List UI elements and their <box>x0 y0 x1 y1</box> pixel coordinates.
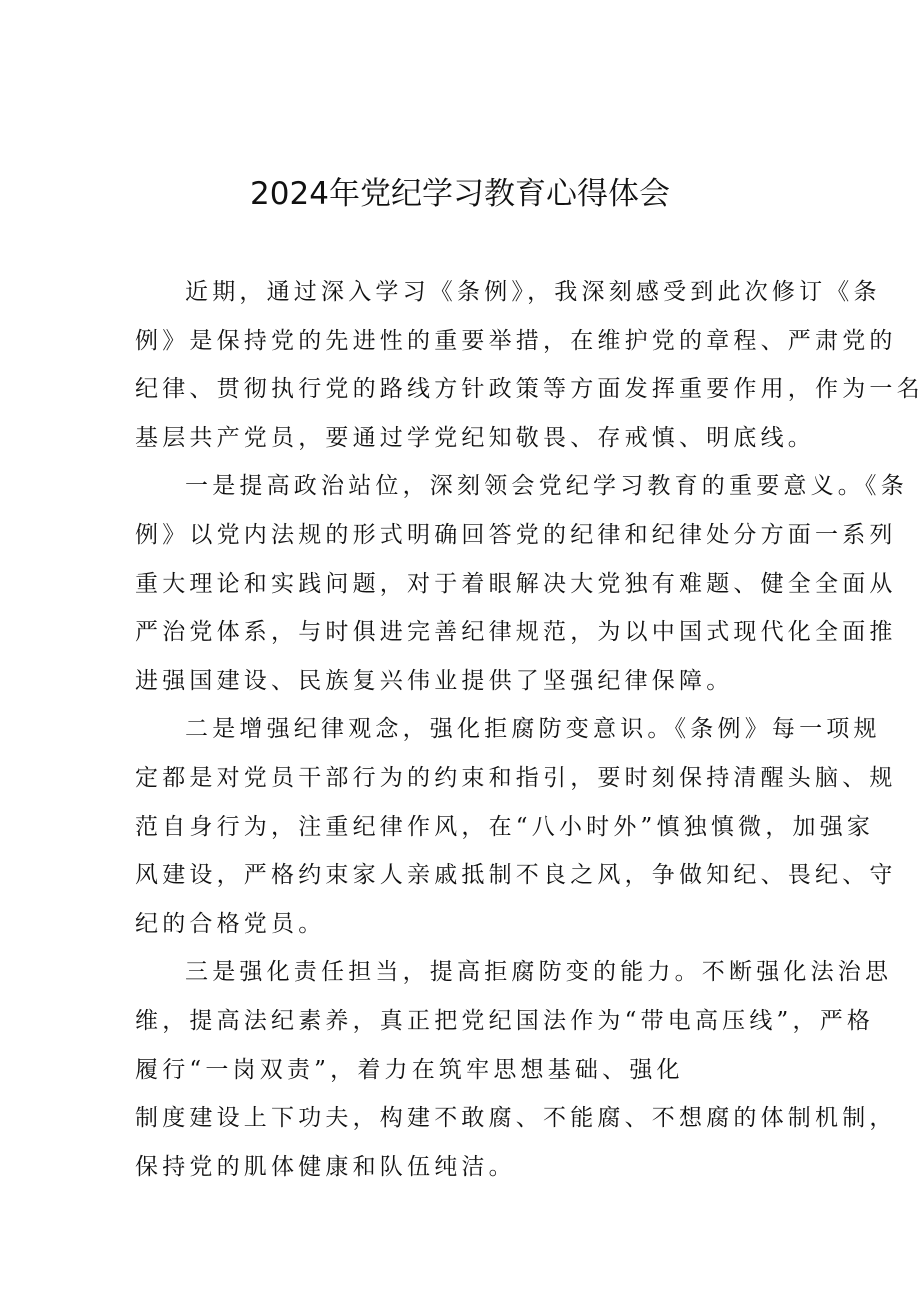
document-title: 2024年党纪学习教育心得体会 <box>250 176 670 212</box>
paragraph-1 <box>135 268 924 462</box>
paragraph-line: 履行“一岗双责”，着力在筑牢思想基础、强化 <box>135 1056 684 1083</box>
paragraph-line: 纪律、贯彻执行党的路线方针政策等方面发挥重要作用，作为一名 <box>135 376 924 403</box>
document-body <box>135 268 924 1191</box>
paragraph-line: 一是提高政治站位，深刻领会党纪学习教育的重要意义。《条 <box>185 473 908 500</box>
paragraph-line: 进强国建设、民族复兴伟业提供了坚强纪律保障。 <box>135 667 734 694</box>
paragraph-line: 重大理论和实践问题，对于着眼解决大党独有难题、健全全面从 <box>135 570 897 597</box>
paragraph-line: 例》是保持党的先进性的重要举措，在维护党的章程、严肃党的 <box>135 327 897 354</box>
paragraph-line: 近期，通过深入学习《条例》，我深刻感受到此次修订《条 <box>185 279 881 305</box>
paragraph-line: 基层共产党员，要通过学党纪知敬畏、存戒慎、明底线。 <box>135 424 815 451</box>
paragraph-line: 风建设，严格约束家人亲戚抵制不良之风，争做知纪、畏纪、守 <box>135 862 897 889</box>
paragraph-3 <box>135 705 897 948</box>
paragraph-line: 制度建设上下功夫，构建不敢腐、不能腐、不想腐的体制机制， <box>135 1105 897 1132</box>
paragraph-4 <box>135 948 897 1191</box>
paragraph-line: 例》以党内法规的形式明确回答党的纪律和纪律处分方面一系列 <box>135 521 897 548</box>
paragraph-line: 纪的合格党员。 <box>135 910 326 937</box>
paragraph-line: 二是增强纪律观念，强化拒腐防变意识。《条例》每一项规 <box>185 716 881 743</box>
paragraph-line: 定都是对党员干部行为的约束和指引，要时刻保持清醒头脑、规 <box>135 764 897 791</box>
paragraph-line: 维，提高法纪素养，真正把党纪国法作为“带电高压线”，严格 <box>135 1007 875 1034</box>
paragraph-line: 三是强化责任担当，提高拒腐防变的能力。不断强化法治思 <box>185 959 893 986</box>
paragraph-line: 严治党体系，与时俱进完善纪律规范，为以中国式现代化全面推 <box>135 619 897 646</box>
paragraph-2 <box>135 462 908 705</box>
paragraph-line: 范自身行为，注重纪律作风，在“八小时外”慎独慎微，加强家 <box>135 813 875 840</box>
paragraph-line: 保持党的肌体健康和队伍纯洁。 <box>135 1153 516 1180</box>
